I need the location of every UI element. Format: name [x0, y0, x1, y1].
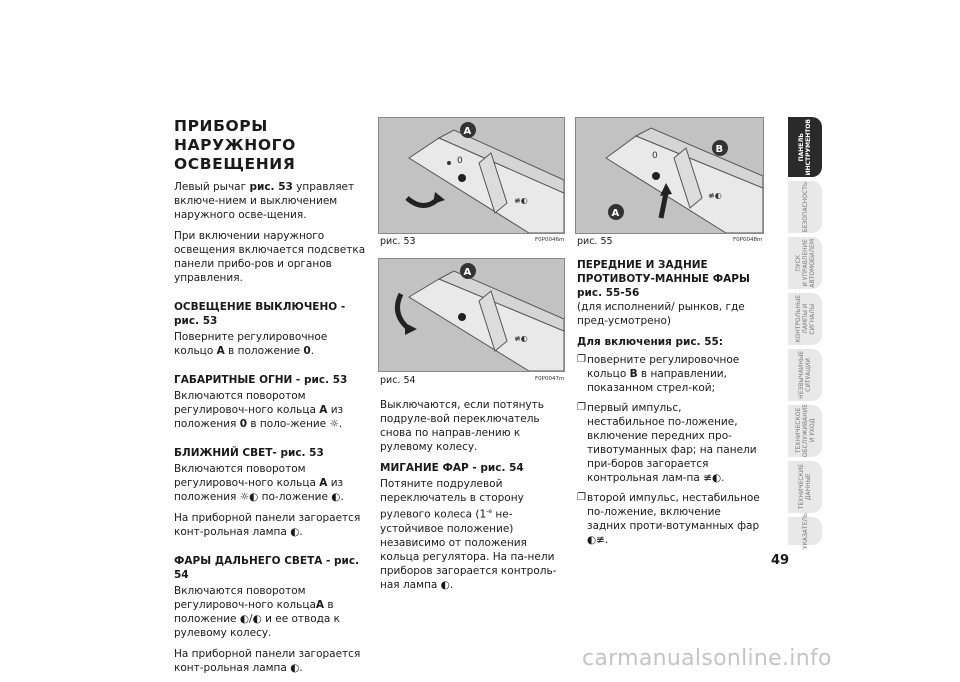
high-beam-icon: ◐	[252, 613, 262, 625]
figure-54-caption: рис. 54	[380, 375, 416, 386]
svg-text:A: A	[463, 267, 472, 278]
column-1	[174, 117, 366, 682]
tab-safety[interactable]: БЕЗОПАСНОСТЬ	[788, 181, 822, 233]
figure-53-code: F0P0046m	[535, 237, 565, 243]
paragraph-high-beam: Включаются поворотом регулировоч-ного кольцаA в положение ◐/◐ и ее отвода к рулевому колесу.	[174, 585, 341, 639]
intro-paragraph: Левый рычаг рис. 53 управляет включе-нием и выключением наружного осве-щения.	[174, 181, 355, 221]
checkbox-bullet-icon: ❐	[577, 492, 586, 503]
subheading-lights-off: ОСВЕЩЕНИЕ ВЫКЛЮЧЕНО - рис. 53	[174, 301, 346, 327]
figure-54-image	[378, 258, 565, 372]
subheading-turn-on: Для включения рис. 55:	[577, 336, 724, 348]
paragraph: При включении наружного освещения включается подсветка панели прибо-ров и органов управления.	[174, 230, 366, 284]
subheading-parking-lights: ГАБАРИТНЫЕ ОГНИ - рис. 53	[174, 374, 348, 386]
high-beam-icon: ◐	[239, 613, 250, 625]
stalk-illustration	[576, 118, 763, 233]
tab-warning-lights[interactable]: КОНТРОЛЬНЫЕ ЛАМПЫ И СИГНАЛЫ	[788, 293, 822, 345]
tab-emergency[interactable]: НЕЗВЫЧАЙНЫЕ СИТУАЦИИ	[788, 349, 822, 401]
paragraph-low-beam-lamp: На приборной панели загорается конт-рольная лампа ◐.	[174, 512, 361, 538]
svg-text:≢◐: ≢◐	[514, 196, 528, 205]
section-title: ПРИБОРЫ НАРУЖНОГО ОСВЕЩЕНИЯ	[174, 117, 296, 173]
tab-instrument-panel[interactable]: ПАНЕЛЬ ИНСТРУМЕНТОВ	[788, 117, 822, 177]
stalk-illustration	[379, 118, 564, 233]
page-number: 49	[771, 553, 790, 568]
subheading-high-beam: ФАРЫ ДАЛЬНЕГО СВЕТА - рис. 54	[174, 555, 360, 581]
parking-light-icon: ☼	[239, 491, 250, 503]
stalk-illustration	[379, 259, 564, 371]
figure-54-code: F0P0047m	[535, 376, 565, 382]
fog-lights-note: (для исполнений/ рынков, где пред-усмотрено)	[577, 301, 745, 327]
svg-text:≢◐: ≢◐	[514, 334, 528, 343]
figure-55-code: F0P0048m	[733, 237, 763, 243]
low-beam-icon: ◐	[249, 491, 259, 503]
paragraph-flash: Потяните подрулевой переключатель в сторону рулевого колеса ($1^{-е}$ не-устойчивое положение) независимо от положения кольца регулятора. На па-нели приборов загорается контроль-ная лампа ◐.	[380, 478, 557, 591]
svg-text:A: A	[463, 126, 472, 137]
subheading-fog-lights: ПЕРЕДНИЕ И ЗАДНИЕ ПРОТИВОТУ-МАННЫЕ ФАРЫ рис. 55-56	[577, 259, 750, 299]
tab-maintenance[interactable]: ТЕХНИЧЕСКОЕ ОБСЛУЖИВАНИЕ И УХОД	[788, 405, 822, 457]
svg-text:B: B	[715, 144, 724, 155]
checkbox-bullet-icon: ❐	[577, 354, 586, 365]
low-beam-icon: ◐	[331, 491, 341, 503]
checkbox-bullet-icon: ❐	[577, 402, 586, 413]
svg-text:0: 0	[457, 156, 463, 166]
svg-text:A: A	[611, 208, 620, 219]
subheading-low-beam: БЛИЖНИЙ СВЕТ- рис. 53	[174, 447, 324, 459]
list-item: ❐ второй импульс, нестабильное по-ложение, включение задних проти-вотуманных фар ◐≢.	[577, 492, 760, 546]
paragraph-high-beam-off: Выключаются, если потянуть подруле-вой переключатель снова по направ-лению к рулевому колесу.	[380, 399, 544, 453]
figure-55-caption: рис. 55	[577, 236, 613, 247]
paragraph-parking-lights: Включаются поворотом регулировоч-ного кольца A из положения 0 в поло-жение ☼.	[174, 390, 344, 430]
high-beam-icon: ◐	[440, 578, 450, 591]
tab-technical-data[interactable]: ТЕХНИЧЕСКИЕ ДАННЫЕ	[788, 461, 822, 513]
watermark: carmanualsonline.info	[582, 646, 832, 671]
low-beam-icon: ◐	[290, 526, 300, 538]
tab-starting-driving[interactable]: ПУСК И УПРАВЛЕНИЕ АВТОМОБИЛЕМ	[788, 237, 822, 289]
figure-53-image	[378, 117, 565, 234]
tab-index[interactable]: УКАЗАТЕЛЬ	[788, 517, 822, 545]
parking-light-icon: ☼	[329, 418, 339, 430]
figure-53-caption: рис. 53	[380, 236, 416, 247]
svg-text:0: 0	[652, 151, 658, 161]
paragraph-high-beam-lamp: На приборной панели загорается конт-рольная лампа ◐.	[174, 648, 361, 674]
high-beam-icon: ◐	[290, 662, 300, 674]
front-fog-icon: ≢◐	[703, 472, 722, 484]
list-item: ❐ первый импульс, нестабильное по-ложение, включение передних про-тивотуманных фар; на панели при-боров загорается контрольная лам-па ≢◐.	[577, 402, 757, 484]
paragraph-low-beam: Включаются поворотом регулировоч-ного кольца A из положения ☼◐ по-ложение ◐.	[174, 463, 344, 503]
subheading-flash: МИГАНИЕ ФАР - рис. 54	[380, 462, 524, 474]
rear-fog-icon: ◐≢	[587, 534, 605, 546]
list-item: ❐ поверните регулировочное кольцо B в направлении, показанном стрел-кой;	[577, 354, 740, 394]
column-3-text	[577, 258, 762, 553]
column-2-text	[380, 398, 562, 599]
figure-55-image	[575, 117, 764, 234]
paragraph-lights-off: Поверните регулировочное кольцо A в положение 0.	[174, 331, 328, 357]
svg-text:≢◐: ≢◐	[708, 191, 722, 200]
